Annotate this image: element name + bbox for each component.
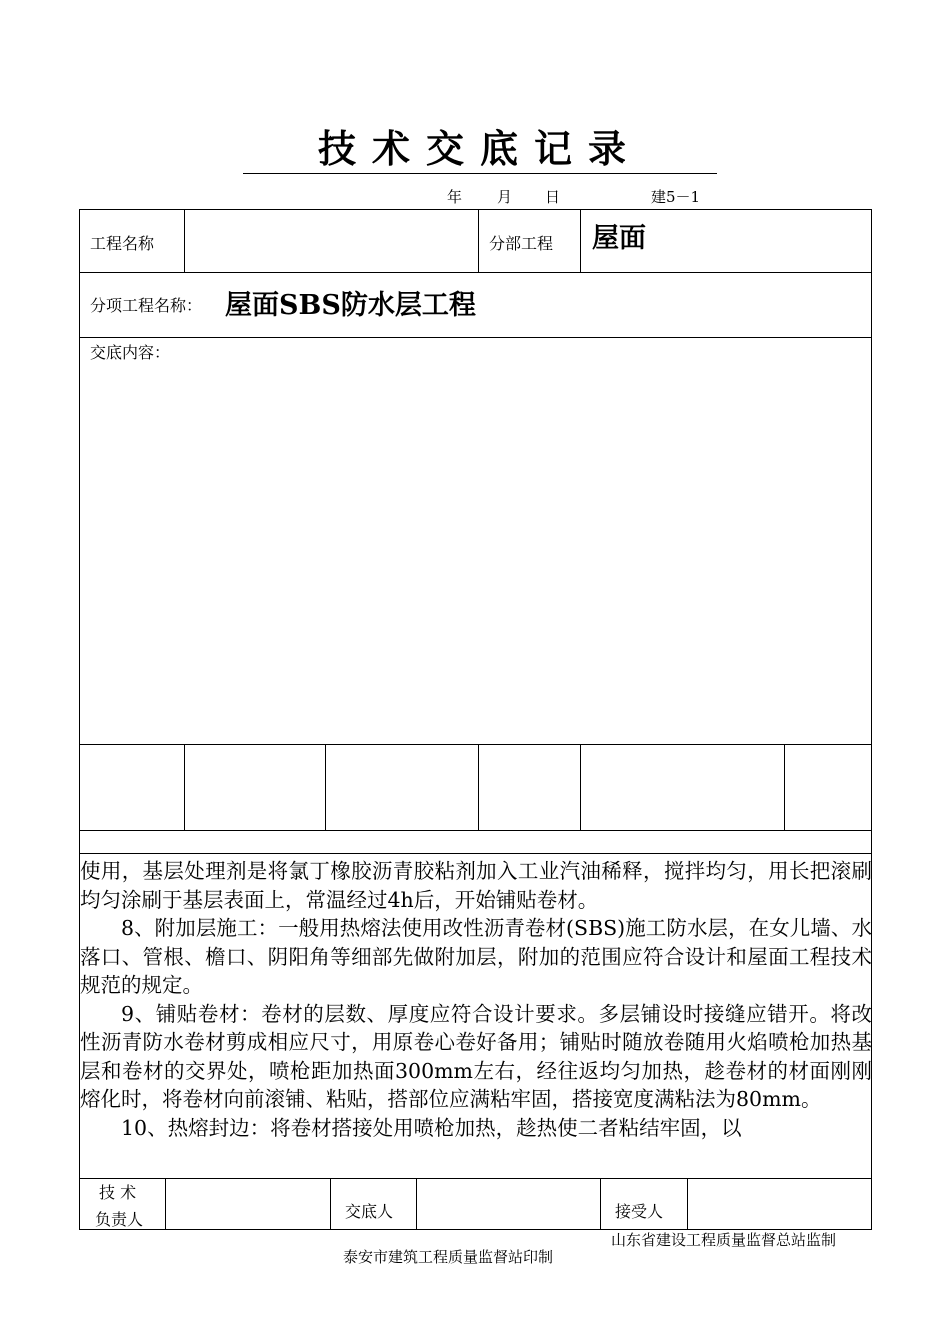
table-rule — [478, 744, 479, 830]
title-underline — [243, 173, 717, 174]
division-label: 分部工程 — [489, 234, 554, 253]
table-rule — [79, 209, 872, 210]
division-value: 屋面 — [592, 223, 646, 254]
table-rule — [580, 744, 581, 830]
receiver-label: 接受人 — [615, 1202, 664, 1221]
content-label: 交底内容： — [90, 343, 171, 362]
table-rule — [79, 853, 872, 854]
table-rule — [325, 744, 326, 830]
date-year: 年 — [447, 188, 463, 206]
subitem-label: 分项工程名称： — [90, 296, 203, 315]
content-paragraph: 9、铺贴卷材：卷材的层数、厚度应符合设计要求。多层铺设时接缝应错开。将改性沥青防水卷材剪成相应尺寸，用原卷心卷好备用；铺贴时随放卷随用火焰喷枪加热基层和卷材的交界处，喷枪距加热面300mm左右，经往返均匀加热，趁卷材的材面刚刚熔化时，将卷材向前滚铺、粘贴，搭部位应满粘牢固，搭接宽度满粘法为80mm。 — [80, 1001, 872, 1111]
table-rule — [184, 209, 185, 272]
signature-rule — [600, 1178, 601, 1230]
table-rule — [784, 744, 785, 830]
signature-rule — [871, 1178, 872, 1230]
discloser-label: 交底人 — [345, 1202, 394, 1221]
date-day: 日 — [545, 188, 561, 206]
table-rule — [580, 209, 581, 272]
signature-rule — [416, 1178, 417, 1230]
table-rule — [79, 272, 872, 273]
content-paragraph: 使用，基层处理剂是将氯丁橡胶沥青胶粘剂加入工业汽油稀释，搅拌均匀，用长把滚刷均匀涂刷于基层表面上，常温经过4h后，开始铺贴卷材。 — [80, 859, 872, 912]
table-rule — [478, 209, 479, 272]
content-paragraph: 10、热熔封边：将卷材搭接处用喷枪加热，趁热使二者粘结牢固，以 — [121, 1115, 742, 1140]
content-paragraph: 8、附加层施工：一般用热熔法使用改性沥青卷材(SBS)施工防水层，在女儿墙、水落口、管根、檐口、阴阳角等细部先做附加层，附加的范围应符合设计和屋面工程技术规范的规定。 — [80, 916, 872, 997]
form-code: 建5－1 — [651, 188, 701, 206]
signature-rule — [330, 1178, 331, 1230]
table-rule — [79, 744, 872, 745]
table-rule — [79, 337, 872, 338]
signature-rule — [165, 1178, 166, 1230]
signature-rule — [79, 1178, 872, 1179]
supervisor-note: 山东省建设工程质量监督总站监制 — [611, 1231, 837, 1249]
tech-lead-label: 技 术 — [99, 1183, 137, 1202]
printer-note: 泰安市建筑工程质量监督站印制 — [343, 1248, 554, 1266]
disclosure-content — [80, 857, 872, 1175]
subitem-value: 屋面SBS防水层工程 — [225, 290, 476, 321]
table-rule — [79, 830, 872, 831]
date-month: 月 — [497, 188, 513, 206]
tech-lead-label: 负责人 — [95, 1210, 144, 1229]
project-name-label: 工程名称 — [90, 234, 155, 253]
document-title: 技术交底记录 — [317, 126, 642, 171]
signature-rule — [687, 1178, 688, 1230]
table-rule — [184, 744, 185, 830]
